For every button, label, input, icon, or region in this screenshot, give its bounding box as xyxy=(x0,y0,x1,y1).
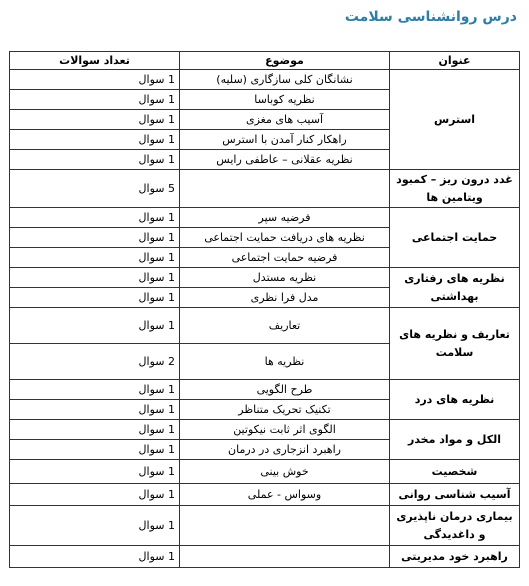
topic-title-cell: نظریه های رفتاری بهداشتی xyxy=(390,268,520,308)
question-count-cell: 1 سوال xyxy=(10,110,180,130)
subject-cell: نظریه های دریافت حمایت اجتماعی xyxy=(180,228,390,248)
question-count-cell: 5 سوال xyxy=(10,170,180,208)
question-count-cell: 1 سوال xyxy=(10,248,180,268)
subject-cell: الگوی اثر ثابت نیکوتین xyxy=(180,420,390,440)
header-topic: موضوع xyxy=(180,52,390,70)
subject-cell xyxy=(180,506,390,546)
subject-cell: خوش بینی xyxy=(180,460,390,484)
question-count-cell: 1 سوال xyxy=(10,308,180,344)
question-count-cell: 1 سوال xyxy=(10,208,180,228)
topic-title-cell: نظریه های درد xyxy=(390,380,520,420)
topic-title-cell: الکل و مواد مخدر xyxy=(390,420,520,460)
subject-cell: تکنیک تحریک متناظر xyxy=(180,400,390,420)
subject-cell: وسواس - عملی xyxy=(180,484,390,506)
table-row xyxy=(10,506,520,546)
subject-cell xyxy=(180,170,390,208)
subject-cell: نظریه مستدل xyxy=(180,268,390,288)
topic-title-cell: حمایت اجتماعی xyxy=(390,208,520,268)
topic-title-cell: بیماری درمان ناپذیری و داغدیدگی xyxy=(390,506,520,546)
question-count-cell: 1 سوال xyxy=(10,70,180,90)
subject-cell: نظریه کوباسا xyxy=(180,90,390,110)
question-count-cell: 1 سوال xyxy=(10,130,180,150)
table-row xyxy=(10,268,520,288)
subject-cell: فرضیه حمایت اجتماعی xyxy=(180,248,390,268)
question-count-cell: 1 سوال xyxy=(10,440,180,460)
question-count-cell: 1 سوال xyxy=(10,546,180,568)
subject-cell: راهکار کنار آمدن با استرس xyxy=(180,130,390,150)
table-row xyxy=(10,484,520,506)
question-count-cell: 1 سوال xyxy=(10,288,180,308)
topic-title-cell: آسیب شناسی روانی xyxy=(390,484,520,506)
subject-cell: نظریه عقلانی – عاطفی رایس xyxy=(180,150,390,170)
topic-title-cell: تعاریف و نظریه های سلامت xyxy=(390,308,520,380)
question-count-cell: 1 سوال xyxy=(10,506,180,546)
subject-cell: مدل فرا نظری xyxy=(180,288,390,308)
table-row xyxy=(10,420,520,440)
question-count-cell: 1 سوال xyxy=(10,484,180,506)
course-topics-table xyxy=(9,51,520,568)
question-count-cell: 1 سوال xyxy=(10,380,180,400)
table-row xyxy=(10,70,520,90)
table-header-row xyxy=(10,52,520,70)
question-count-cell: 1 سوال xyxy=(10,90,180,110)
subject-cell: تعاریف xyxy=(180,308,390,344)
table-row xyxy=(10,170,520,208)
question-count-cell: 2 سوال xyxy=(10,344,180,380)
question-count-cell: 1 سوال xyxy=(10,460,180,484)
subject-cell: راهبرد انزجاری در درمان xyxy=(180,440,390,460)
subject-cell: نشانگان کلی سازگاری (سلیه) xyxy=(180,70,390,90)
page-title: درس روانشناسی سلامت xyxy=(344,9,517,25)
question-count-cell: 1 سوال xyxy=(10,228,180,248)
subject-cell: فرضیه سپر xyxy=(180,208,390,228)
table-row xyxy=(10,546,520,568)
topic-title-cell: راهبرد خود مدیریتی xyxy=(390,546,520,568)
topic-title-cell: شخصیت xyxy=(390,460,520,484)
header-count: تعداد سوالات xyxy=(10,52,180,70)
question-count-cell: 1 سوال xyxy=(10,400,180,420)
question-count-cell: 1 سوال xyxy=(10,150,180,170)
table-body xyxy=(10,70,520,568)
subject-cell: نظریه ها xyxy=(180,344,390,380)
topic-title-cell: غدد درون ریز – کمبود ویتامین ها xyxy=(390,170,520,208)
header-title: عنوان xyxy=(390,52,520,70)
table-row xyxy=(10,460,520,484)
topic-title-cell: استرس xyxy=(390,70,520,170)
subject-cell: طرح الگویی xyxy=(180,380,390,400)
table-row xyxy=(10,308,520,344)
subject-cell: آسیب های مغزی xyxy=(180,110,390,130)
table-row xyxy=(10,208,520,228)
question-count-cell: 1 سوال xyxy=(10,268,180,288)
table-row xyxy=(10,380,520,400)
subject-cell xyxy=(180,546,390,568)
question-count-cell: 1 سوال xyxy=(10,420,180,440)
